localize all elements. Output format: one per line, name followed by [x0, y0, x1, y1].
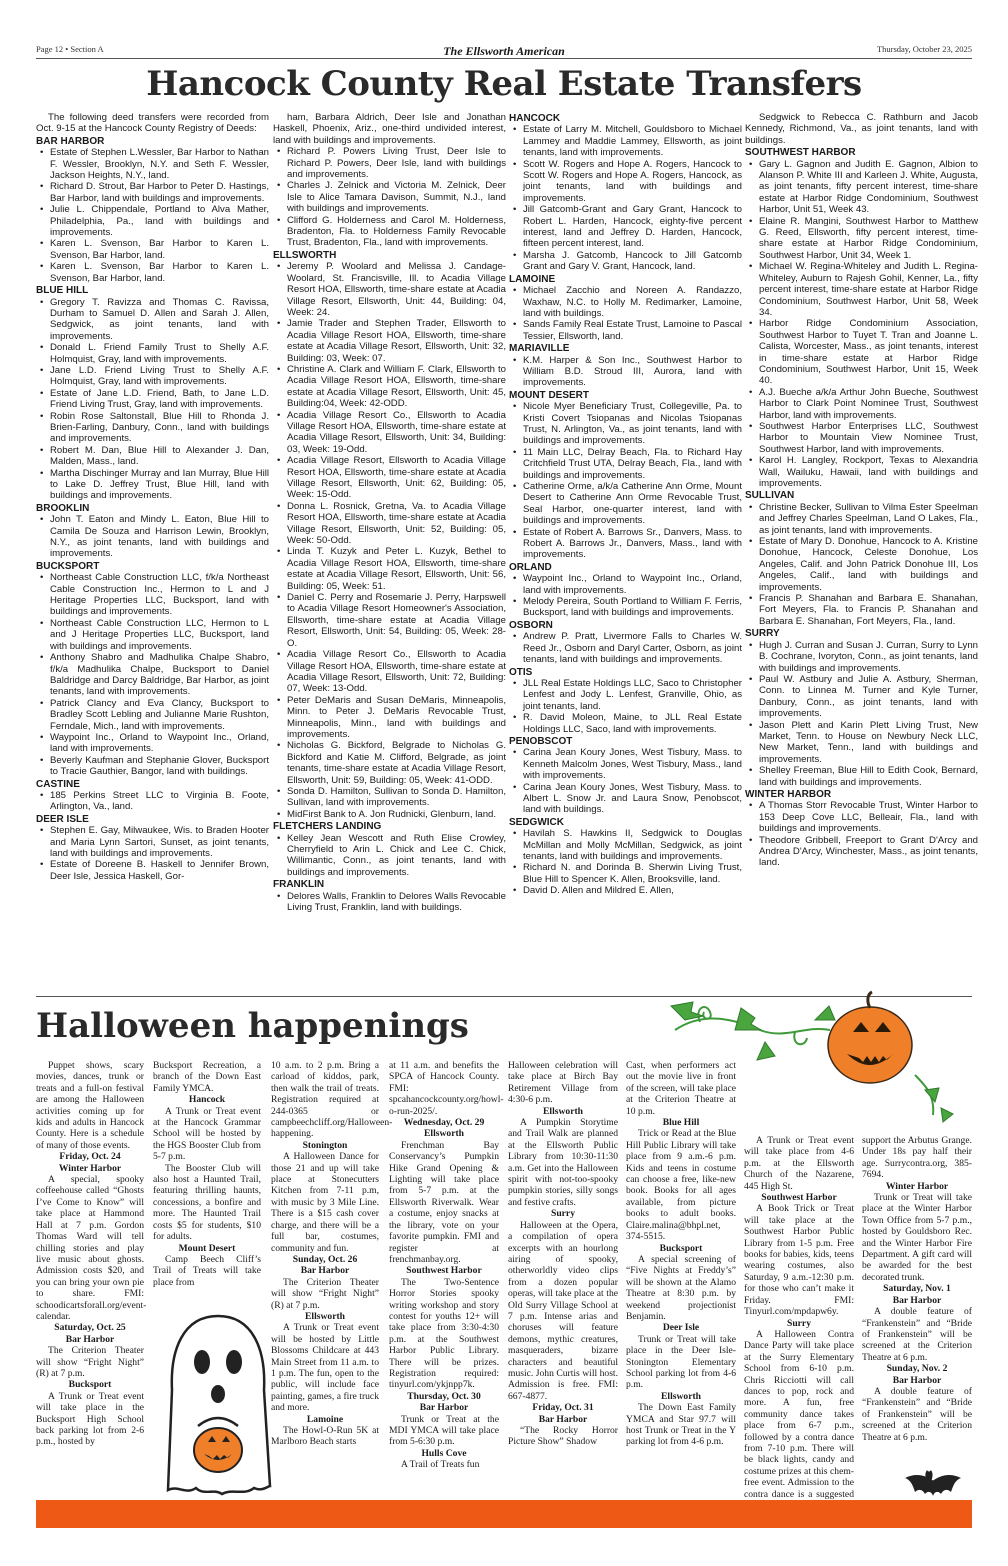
transfer-item: • Carina Jean Koury Jones, West Tisbury, Mass. to Kenneth Malcolm Jones, West Tisbury, Mass., land with improvements.: [509, 747, 742, 781]
transfer-list: [509, 573, 742, 619]
transfer-item: • MidFirst Bank to A. Jon Rudnicki, Glenburn, land.: [273, 809, 506, 820]
halloween-headline: Halloween happenings: [36, 1006, 469, 1046]
event-town: Winter Harbor: [58, 1162, 122, 1174]
event-text: Puppet shows, scary movies, dances, trunk or treats and a full-on festival are among the Halloween activities coming up for kids and adults in Hancock County. Here is a schedule of many of those events.: [36, 1060, 144, 1151]
event-text: A Trunk or Treat event will be hosted by Little Blossoms Childcare at 443 Main Street from 11 a.m. to 1 p.m. The fun, open to the public, will include face painting, games, a fire truck and more.: [271, 1322, 379, 1414]
event-town: Bar Harbor: [538, 1413, 588, 1425]
town-heading: BAR HARBOR: [36, 135, 105, 147]
town-heading: MARIAVILLE: [509, 343, 570, 355]
transfer-list: [745, 640, 978, 788]
transfer-item: • Charles J. Zelnick and Victoria M. Zelnick, Deer Isle to Alice Tamara Davison, Summit, N.J., land with buildings and improvements.: [273, 180, 506, 214]
transfer-item: • Jane L.D. Friend Living Trust to Shelly A.F. Holmquist, Gray, land with improvements.: [36, 365, 269, 388]
transfer-item: • Northeast Cable Construction LLC, Hermon to L and J Heritage Properties LLC, Bucksport, land with buildings and improvements.: [36, 618, 269, 652]
masthead: The Ellsworth American: [443, 44, 565, 58]
transfer-item: • Sonda D. Hamilton, Sullivan to Sonda D. Hamilton, Sullivan, land with improvements.: [273, 786, 506, 809]
event-town: Bar Harbor: [892, 1374, 942, 1386]
town-heading: BLUE HILL: [36, 285, 89, 297]
town-heading: SURRY: [745, 628, 780, 640]
transfer-list: [745, 502, 978, 627]
transfer-item: • Karen L. Svenson, Bar Harbor to Karen L. Svenson, Bar Harbor, land.: [36, 238, 269, 261]
transfer-list: [745, 159, 978, 490]
event-town: Ellsworth: [424, 1128, 464, 1140]
event-date: Saturday, Nov. 1: [883, 1283, 951, 1295]
event-column: [389, 1060, 504, 1500]
transfer-item: • Nicholas G. Bickford, Belgrade to Nicholas G. Bickford and Katie M. Clifford, Belgrade, as joint tenants, time-share estate at Acadia Village Resort, Ellsworth, Unit: 59, Building: 05, Week: 41-ODD.: [273, 740, 506, 786]
transfer-item: • Northeast Cable Construction LLC, f/k/a Northeast Cable Construction Inc., Hermon to L and J Heritage Properties LLC, Bucksport, land with buildings and improvements.: [36, 572, 269, 618]
transfer-item: • Waypoint Inc., Orland to Waypoint Inc., Orland, land with improvements.: [36, 732, 269, 755]
pumpkin-icon: [828, 992, 912, 1083]
transfer-item: • Shelley Freeman, Blue Hill to Edith Cook, Bernard, land with buildings and improvements.: [745, 765, 978, 788]
event-column: [744, 1135, 854, 1500]
event-text: support the Arbutus Grange. Under 18s pay half their age. Surrycontra.org, 385-7694.: [862, 1135, 972, 1181]
transfer-item: • Andrew P. Pratt, Livermore Falls to Charles W. Reed Jr., Osborn and Daryl Carter, Osborn, as joint tenants, land with buildings and improvements.: [509, 631, 742, 665]
transfer-item: • Nicole Myer Beneficiary Trust, Collegeville, Pa. to Kristi Covert Tsiopanas and Nicolas Tsiopanas Trust, N. Arlington, Va., as joint tenants, land with buildings and improvements.: [509, 401, 742, 447]
transfer-item: • Waypoint Inc., Orland to Waypoint Inc., Orland, land with improvements.: [509, 573, 742, 596]
transfer-item: • Theodore Gribbell, Freeport to Grant D'Arcy and Andrea D'Arcy, Winchester, Mass., as joint tenants, land.: [745, 835, 978, 869]
transfer-item: • Peter DeMaris and Susan DeMaris, Minneapolis, Minn. to Peter J. DeMaris Revocable Trust, Minneapolis, Minn., land with buildings and improvements.: [273, 695, 506, 741]
event-column: [36, 1060, 147, 1500]
event-town: Ellsworth: [661, 1390, 701, 1402]
event-town: Bar Harbor: [300, 1265, 350, 1277]
event-town: Ellsworth: [543, 1105, 583, 1117]
town-heading: SEDGWICK: [509, 816, 564, 828]
transfer-item: • Karen L. Svenson, Bar Harbor to Karen L. Svenson, Bar Harbor, land.: [36, 261, 269, 284]
transfer-item: • Richard N. and Dorinda B. Sherwin Living Trust, Blue Hill to Spencer K. Allen, Brooksville, land.: [509, 862, 742, 885]
town-heading: WINTER HARBOR: [745, 788, 832, 800]
event-text: A special screening of “Five Nights at Freddy’s” will be shown at the Alamo Theatre at 8:30 p.m. by weekend projectionist Benjamin.: [626, 1253, 736, 1322]
transfer-item: • Marsha J. Gatcomb, Hancock to Jill Gatcomb Grant and Gary V. Grant, Hancock, land.: [509, 250, 742, 273]
transfer-item: • Stephen E. Gay, Milwaukee, Wis. to Braden Hooter and Maria Lynn Sartori, Sunset, as joint tenants, land with buildings and improvements.: [36, 825, 269, 859]
event-column: [271, 1060, 393, 1500]
transfer-list: [509, 678, 742, 735]
transfer-item: • Jeremy P. Woolard and Melissa J. Candage-Woolard, St. Francisville, Ill. to Acadia Village Resort HOA, Ellsworth, time-share estate at Acadia Village Resort, Ellsworth, Unit: 44, Building: 04, Week: 24.: [273, 261, 506, 318]
transfer-item: • Robin Rose Saltonstall, Blue Hill to Rhonda J. Brien-Farling, Danbury, Conn., land with buildings and improvements.: [36, 411, 269, 445]
transfer-item: • Donald L. Friend Family Trust to Shelly A.F. Holmquist, Gray, land with improvements.: [36, 342, 269, 365]
transfer-item: • Donna L. Rosnick, Gretna, Va. to Acadia Village Resort HOA, Ellsworth, time-share estate at Acadia Village Resort, Ellsworth, Unit: 52, Building: 05, Week: 50-Odd.: [273, 501, 506, 547]
transfer-item: • Gregory T. Ravizza and Thomas C. Ravissa, Durham to Samuel D. Allen and Sarah J. Allen, Sedgwick, as joint tenants, land with improvements.: [36, 297, 269, 343]
transfer-item: • Acadia Village Resort Co., Ellsworth to Acadia Village Resort HOA, Ellsworth, time-share estate at Acadia Village Resort, Ellsworth, Unit: 72, Building: 07, Week: 13-Odd.: [273, 649, 506, 695]
event-text: A Trunk or Treat event will take place from 4-6 p.m. at the Ellsworth Church of the Nazarene, 445 High St.: [744, 1135, 854, 1192]
transfer-item: • Richard D. Strout, Bar Harbor to Peter D. Hastings, Bar Harbor, land with buildings and improvements.: [36, 181, 269, 204]
transfer-list: [745, 800, 978, 868]
transfer-list: [509, 124, 742, 272]
event-text: Trunk or Treat will take place in the Deer Isle-Stonington Elementary School parking lot from 4-6 p.m.: [626, 1333, 736, 1391]
transfer-item: • Christine Becker, Sullivan to Vilma Ester Speelman and Jeffrey Charles Speelman, Land O Lakes, Fla., as joint tenants, land with improvements.: [745, 502, 978, 536]
event-text: A double feature of “Frankenstein” and “Bride of Frankenstein” will be screened at the Criterion Theatre at 6 p.m.: [862, 1385, 972, 1443]
event-town: Winter Harbor: [885, 1180, 949, 1192]
transfer-item: • Daniel C. Perry and Rosemarie J. Perry, Harpswell to Acadia Village Resort Homeowner's Association, Ellsworth, time-share estate at Acadia Village Resort, Ellsworth, Unit: 54, Building: 05, Week: 28-O.: [273, 592, 506, 649]
event-town: Deer Isle: [662, 1322, 700, 1334]
transfer-list: [509, 355, 742, 389]
transfer-item: • Melody Pereira, South Portland to William F. Ferris, Bucksport, land with buildings and improvements.: [509, 596, 742, 619]
transfer-list: [36, 572, 269, 777]
transfer-item: • A Thomas Storr Revocable Trust, Winter Harbor to 153 Deep Cove LLC, Belleair, Fla., land with buildings and improvements.: [745, 800, 978, 834]
transfers-column: [509, 112, 742, 897]
transfer-list: [273, 833, 506, 879]
transfer-list: [509, 631, 742, 665]
vine-pumpkin-illustration: [665, 990, 965, 1125]
event-text: 10 a.m. to 2 p.m. Bring a carload of kiddos, park, then walk the trail of treats. Registration required at 244-0365 or campbeechcliff.org/Halloween-happening.: [271, 1060, 393, 1140]
town-heading: SULLIVAN: [745, 490, 795, 502]
event-text: Trunk or Treat at the MDI YMCA will take place from 5-6:30 p.m.: [389, 1413, 499, 1448]
transfer-item: • Linda T. Kuzyk and Peter L. Kuzyk, Bethel to Acadia Village Resort HOA, Ellsworth, time-share estate at Acadia Village Resort, Ellsworth, Unit: 56, Building: 05, Week: 51.: [273, 546, 506, 592]
event-town: Hulls Cove: [421, 1447, 467, 1459]
event-text: The Booster Club will also host a Haunted Trail, featuring thrilling haunts, concessions, a bonfire and more. The Haunted Trail costs $5 for students, $10 for adults.: [153, 1162, 261, 1243]
town-heading: OSBORN: [509, 619, 553, 631]
transfer-item: • Karol H. Langley, Rockport, Texas to Alexandria Wall, Wailuku, Hawaii, land with buildings and improvements.: [745, 455, 978, 489]
event-text: A Halloween Contra Dance Party will take place at the Surry Elementary School from 6-10 p.m. Chris Ricciotti will call dances to pop, rock and more. A fun, free community dance takes place from 6-7 p.m., followed by a contra dance from 7-10 p.m. There will be black lights, candy and costume prizes at this chem-free event. Admission to the contra dance is a suggested: [744, 1328, 854, 1500]
town-heading: PENOBSCOT: [509, 735, 573, 747]
event-text: A Trunk or Treat event will take place in the Bucksport High School back parking lot from 2-6 p.m., hosted by: [36, 1390, 144, 1448]
transfer-item: • Jamie Trader and Stephen Trader, Ellsworth to Acadia Village Resort HOA, Ellsworth, time-share estate at Acadia Village Resort, Ellsworth, Unit: 32, Building: 03, Week: 07.: [273, 318, 506, 364]
page-info: Page 12 • Section A: [36, 44, 104, 54]
transfer-item: • Scott W. Rogers and Hope A. Rogers, Hancock to Scott W. Rogers and Hope A. Rogers, Hancock, as joint tenants, land with buildings and improvements.: [509, 159, 742, 205]
event-town: Blue Hill: [662, 1117, 700, 1129]
town-heading: LAMOINE: [509, 273, 556, 285]
transfer-item: • K.M. Harper & Son Inc., Southwest Harbor to William B.D. Stroud III, Aurora, land with improvements.: [509, 355, 742, 389]
event-town: Surry: [551, 1208, 575, 1220]
transfer-item: • Sands Family Real Estate Trust, Lamoine to Pascal Tessier, Ellsworth, land.: [509, 319, 742, 342]
transfer-list: [509, 828, 742, 896]
transfer-list: [273, 146, 506, 249]
transfer-item: • David D. Allen and Mildred E. Allen,: [509, 885, 742, 896]
event-column: [862, 1135, 972, 1490]
transfer-item: • Havilah S. Hawkins II, Sedgwick to Douglas McMillan and Molly McMillan, Sedgwick, as joint tenants, land with buildings and improvements.: [509, 828, 742, 862]
transfer-list: [36, 147, 269, 284]
town-heading: ORLAND: [509, 561, 552, 573]
transfer-item: • Michael Zacchio and Noreen A. Randazzo, Waxhaw, N.C. to Holly M. Redimarker, Lamoine, land with buildings.: [509, 285, 742, 319]
transfer-item: • Acadia Village Resort Co., Ellsworth to Acadia Village Resort HOA, Ellsworth, time-share estate at Acadia Village Resort, Ellsworth, Unit: 34, Building: 03, Week: 19-Odd.: [273, 410, 506, 456]
leaf-icon: [671, 1002, 953, 1122]
event-town: Bar Harbor: [892, 1294, 942, 1306]
event-text: Trick or Read at the Blue Hill Public Library will take place from 9 a.m.-6 p.m. Kids and teens in costume can choose a free, like-new book. Books for all ages available, from picture books to adult books. Claire.malina@bhpl.net, 374-5515.: [626, 1128, 736, 1243]
transfer-list: [36, 297, 269, 502]
event-column: [153, 1060, 261, 1288]
event-town: Bucksport: [659, 1242, 703, 1254]
town-heading: BROOKLIN: [36, 502, 90, 514]
event-text: The Criterion Theater will show “Fright Night” (R) at 7 p.m.: [271, 1276, 379, 1311]
transfer-item: • Jason Plett and Karin Plett Living Trust, New Market, Tenn. to House on Newbury Neck LLC, New Market, Tenn., land with buildings and improvements.: [745, 720, 978, 766]
transfer-list: [36, 790, 269, 813]
footer-orange-bar: [36, 1500, 972, 1528]
transfer-list: [509, 401, 742, 561]
transfer-item: • Paul W. Astbury and Julie A. Astbury, Sherman, Conn. to Linnea M. Turner and Kyle Turner, Danbury, Conn., as joint tenants, land with improvements.: [745, 674, 978, 720]
event-text: A special, spooky coffeehouse called “Ghosts I’ve Come to Know” will take place at Hammond Hall at 7 p.m. Gordon Thomas Ward will tell chilling stories and play live music about ghosts. Admission costs $20, and you can bring your own pie to share. FMI: schoodicartsforall.org/event-calendar.: [36, 1174, 147, 1322]
event-town: Southwest Harbor: [406, 1265, 482, 1277]
town-heading: HANCOCK: [509, 113, 561, 124]
event-text: Camp Beech Cliff’s Trail of Treats will take place from: [153, 1253, 261, 1288]
event-date: Friday, Oct. 31: [532, 1402, 594, 1414]
event-date: Thursday, Oct. 30: [407, 1390, 481, 1402]
ghost-illustration: [158, 1310, 278, 1500]
transfer-list: [509, 285, 742, 342]
transfer-list: [36, 825, 269, 882]
transfer-item: • Catherine Orme, a/k/a Catherine Ann Orme, Mount Desert to Catherine Ann Orme Revocable Trust, Seal Harbor, one-quarter interest, land with buildings and improvements.: [509, 481, 742, 527]
transfer-item: • Anthony Shabro and Madhulika Chalpe Shabro, f/k/a Madhulika Chalpe, Bucksport to Daniel Baldridge and Darcy Baldridge, Bar Harbor, as joint tenants, land with improvements.: [36, 652, 269, 698]
transfer-item: • Carina Jean Koury Jones, West Tisbury, Mass. to Albert L. Snow Jr. and Laura Snow, Penobscot, land with buildings.: [509, 782, 742, 816]
transfers-intro: ham, Barbara Aldrich, Deer Isle and Jonathan Haskell, Phoenix, Ariz., one-third undivided interest, land with buildings and improvements.: [273, 112, 506, 146]
header-rule: [36, 58, 972, 59]
event-town: Stonington: [302, 1139, 348, 1151]
transfer-list: [36, 514, 269, 560]
transfer-item: • Julie L. Chippendale, Portland to Alva Mather, Philadelphia, Pa., land with buildings and improvements.: [36, 204, 269, 238]
town-heading: MOUNT DESERT: [509, 389, 589, 401]
transfers-intro: The following deed transfers were recorded from Oct. 9-15 at the Hancock County Registry of Deeds:: [36, 112, 269, 135]
transfer-item: • 11 Main LLC, Delray Beach, Fla. to Richard Hay Critchfield Trust UTA, Delray Beach, Fla., land with buildings and improvements.: [509, 447, 742, 481]
transfer-item: • Gary L. Gagnon and Judith E. Gagnon, Albion to Alanson P. White III and Karleen J. White, Augusta, as joint tenants, fifty percent interest, time-share estate at Harbor Ridge Condominium, Southwest Harbor, Unit 51, Week 43.: [745, 159, 978, 216]
transfer-list: [509, 747, 742, 815]
event-text: Frenchman Bay Conservancy’s Pumpkin Hike Grand Opening & Lighting will take place from 5-7 p.m. at the Ellsworth Riverwalk. Wear a costume, enjoy snacks at the library, vote on your favorite pumpkin. FMI and register at frenchmanbay.org.: [389, 1139, 499, 1265]
transfer-item: • Southwest Harbor Enterprises LLC, Southwest Harbor to Mountain View Nominee Trust, Southwest Harbor, land with improvements.: [745, 421, 978, 455]
transfer-item: • A.J. Bueche a/k/a Arthur John Bueche, Southwest Harbor to Clark Point Nominee Trust, Southwest Harbor, land with improvements.: [745, 387, 978, 421]
transfer-item: • Patrick Clancy and Eva Clancy, Bucksport to Bradley Scott Lebling and Julianne Marie Rushton, Ferndale, Mich., land with improvements.: [36, 698, 269, 732]
transfer-item: • Acadia Village Resort, Ellsworth to Acadia Village Resort HOA, Ellsworth, time-share estate at Acadia Village Resort, Ellsworth, Unit: 62, Building: 05, Week: 15-Odd.: [273, 455, 506, 501]
transfer-item: • R. David Moleon, Maine, to JLL Real Estate Holdings LLC, Saco, land with improvements.: [509, 712, 742, 735]
transfer-item: • Delores Walls, Franklin to Delores Walls Revocable Living Trust, Franklin, land with buildings.: [273, 891, 506, 914]
event-text: The Howl-O-Run 5K at Marlboro Beach starts: [271, 1425, 379, 1448]
event-text: Halloween celebration will take place at Birch Bay Retirement Village from 4:30-6 p.m.: [508, 1060, 618, 1106]
transfer-item: • Robert M. Dan, Blue Hill to Alexander J. Dan, Malden, Mass., land.: [36, 445, 269, 468]
event-town: Ellsworth: [305, 1310, 345, 1322]
transfer-item: • Beverly Kaufman and Stephanie Glover, Bucksport to Tracie Gauthier, Bangor, land with buildings.: [36, 755, 269, 778]
event-text: A Trail of Treats fun: [401, 1459, 480, 1471]
transfer-item: • Estate of Doreene B. Haskell to Jennifer Brown, Deer Isle, Jessica Haskell, Gor-: [36, 859, 269, 882]
bat-icon: [892, 1468, 962, 1508]
transfers-headline: Hancock County Real Estate Transfers: [146, 64, 862, 104]
town-heading: CASTINE: [36, 778, 80, 790]
event-text: A Pumpkin Storytime and Trail Walk are planned at the Ellsworth Public Library from 10:30-11:30 a.m. Get into the Halloween spirit with not-too-spooky pumpkin stories, silly songs and festive crafts.: [508, 1117, 618, 1208]
event-date: Friday, Oct. 24: [59, 1151, 121, 1163]
transfer-item: • Elaine R. Mangini, Southwest Harbor to Matthew G. Reed, Ellsworth, fifty percent interest, time-share estate at Harbor Ridge Condominium, Southwest Harbor, Unit 34, Week 1.: [745, 216, 978, 262]
event-text: The Down East Family YMCA and Star 97.7 will host Trunk or Treat in the Y parking lot from 4-6 p.m.: [626, 1402, 736, 1448]
event-town: Lamoine: [306, 1413, 344, 1425]
event-text: Trunk or Treat will take place at the Winter Harbor Town Office from 5-7 p.m., hosted by Gouldsboro Rec. and the Winter Harbor Fire Department. A gift card will be awarded for the best decorated trunk.: [862, 1192, 972, 1283]
transfer-item: • Estate of Mary D. Donohue, Hancock to A. Kristine Donohue, Hancock, Celeste Donohue, Los Angeles, Calif. and John Patrick Donohue III, Los Angeles, Calif., land with buildings and improvements.: [745, 536, 978, 593]
transfer-item: • Christine A. Clark and William F. Clark, Ellsworth to Acadia Village Resort HOA, Ellsworth, time-share estate at Acadia Village Resort, Ellsworth, Unit: 45, Building:04, Week: 42-ODD.: [273, 364, 506, 410]
event-town: Hancock: [188, 1094, 226, 1106]
transfer-item: • Hugh J. Curran and Susan J. Curran, Surry to Lynn B. Cochrane, Ivoryton, Conn., as joint tenants, land with buildings and improvements.: [745, 640, 978, 674]
transfer-item: • Estate of Larry M. Mitchell, Gouldsboro to Michael Lammey and Maddie Lammey, Ellsworth, as joint tenants, land with improvements.: [509, 124, 742, 158]
event-date: Sunday, Nov. 2: [886, 1363, 948, 1375]
event-town: Bar Harbor: [419, 1402, 469, 1414]
transfer-item: • Estate of Jane L.D. Friend, Bath, to Jane L.D. Friend Living Trust, Gray, land with improvements.: [36, 388, 269, 411]
transfer-item: • Clifford G. Holderness and Carol M. Holderness, Bradenton, Fla. to Holderness Family Revocable Trust, Bradenton, Fla., land with improvements.: [273, 215, 506, 249]
transfer-list: [273, 261, 506, 820]
event-date: Wednesday, Oct. 29: [403, 1117, 485, 1129]
transfer-item: • Jill Gatcomb-Grant and Gary Grant, Hancock to Robert L. Harden, Hancock, eighty-five percent interest, land and Jeffrey D. Harden, Hancock, fifteen percent interest, land.: [509, 204, 742, 250]
transfers-intro: Sedgwick to Rebecca C. Rathburn and Jacob Kennedy, Richmond, Va., as joint tenants, land with buildings.: [745, 112, 978, 146]
transfer-item: • Kelley Jean Wescott and Ruth Elise Crowley, Cherryfield to Arin L. Chick and Lee C. Chick, Willimantic, Conn., as joint tenants, land with buildings and improvements.: [273, 833, 506, 879]
event-text: Cast, when performers act out the movie live in front of the screen, will take place at the Criterion Theatre at 10 p.m.: [626, 1060, 736, 1117]
event-town: Surry: [787, 1317, 811, 1329]
transfer-item: • JLL Real Estate Holdings LLC, Saco to Christopher Lenfest and Jody L. Lenfest, Granville, Ohio, as joint tenants, land.: [509, 678, 742, 712]
transfer-item: • John T. Eaton and Mindy L. Eaton, Blue Hill to Camila De Souza and Harrison Lewin, Brooklyn, N.Y., as joint tenants, land with buildings and improvements.: [36, 514, 269, 560]
event-text: The Two-Sentence Horror Stories spooky writing workshop and story contest for youths 12+ will take place from 3:30-4:30 p.m. at the Southwest Harbor Public Library. There will be prizes. Registration required: tinyurl.com/ykjnpp7k.: [389, 1276, 499, 1391]
transfer-item: • Martha Dischinger Murray and Ian Murray, Blue Hill to Lake D. Jeffrey Trust, Blue Hill, land with buildings and improvements.: [36, 468, 269, 502]
event-town: Mount Desert: [178, 1242, 236, 1254]
event-column: [626, 1060, 736, 1500]
issue-date: Thursday, October 23, 2025: [876, 44, 972, 54]
transfer-item: • Francis P. Shanahan and Barbara E. Shanahan, Fort Meyers, Fla. to Francis P. Shanahan and Barbara E. Shanahan, Fort Meyers, Fla., land.: [745, 593, 978, 627]
event-date: Sunday, Oct. 26: [292, 1253, 358, 1265]
event-date: Saturday, Oct. 25: [54, 1322, 126, 1334]
event-town: Bucksport: [68, 1379, 112, 1391]
transfer-list: [273, 891, 506, 914]
transfer-item: • Michael W. Regina-Whiteley and Judith L. Regina-Whiteley, Auburn to Rajesh Gohil, Kenner, La., fifty percent interest, time-share estate at Harbor Ridge Condominium, Southwest Harbor, Unit 58, Week 34.: [745, 261, 978, 318]
town-heading: ELLSWORTH: [273, 249, 337, 261]
event-text: Halloween at the Opera, a compilation of opera excerpts with an hourlong airing of spooky, otherworldly video clips from a dozen popular operas, will take place at the Old Surry Village School at 7 p.m. Intense arias and choruses will feature demons, mythic creatures, masqueraders, bizarre characters and beautiful music. John Curtis will host. Admission is free. FMI: 667-4877.: [508, 1219, 618, 1402]
event-column: [508, 1060, 618, 1500]
transfer-item: • Estate of Stephen L.Wessler, Bar Harbor to Nathan F. Wessler, Brooklyn, N.Y. and Seth F. Wessler, Jackson Heights, N.Y., land.: [36, 147, 269, 181]
transfers-column: [745, 112, 978, 869]
event-town: Southwest Harbor: [761, 1192, 837, 1204]
town-heading: OTIS: [509, 666, 533, 678]
town-heading: BUCKSPORT: [36, 560, 100, 572]
event-text: The Criterion Theater will show “Fright Night” (R) at 7 p.m.: [36, 1345, 144, 1379]
transfers-column: [273, 112, 506, 914]
transfer-item: • Harbor Ridge Condominium Association, Southwest Harbor to Tuyet T. Tran and Joanne L. Calista, Worcester, Mass., as joint tenants, interest in time-share estate at Harbor Ridge Condominium, Southwest Harbor, Unit 15, Week 40.: [745, 318, 978, 386]
transfers-column: [36, 112, 269, 882]
town-heading: DEER ISLE: [36, 813, 89, 825]
event-text: A Trunk or Treat event at the Hancock Grammar School will be hosted by the HGS Booster Club from 5-7 p.m.: [153, 1105, 261, 1163]
event-text: “The Rocky Horror Picture Show” Shadow: [508, 1425, 618, 1448]
transfer-item: • 185 Perkins Street LLC to Virginia B. Foote, Arlington, Va., land.: [36, 790, 269, 813]
event-text: at 11 a.m. and benefits the SPCA of Hancock County. FMI: spcahancockcounty.org/howl-o-run-2025/.: [389, 1060, 504, 1117]
town-heading: FLETCHERS LANDING: [273, 821, 382, 833]
town-heading: SOUTHWEST HARBOR: [745, 147, 856, 159]
event-text: A double feature of “Frankenstein” and “Bride of Frankenstein” will be screened at the Criterion Theatre at 6 p.m.: [862, 1306, 972, 1363]
transfer-item: • Richard P. Powers Living Trust, Deer Isle to Richard P. Powers, Deer Isle, land with buildings and improvements.: [273, 146, 506, 180]
transfer-item: • Estate of Robert A. Barrows Sr., Danvers, Mass. to Robert A. Barrows Jr., Danvers, Mass., land with improvements.: [509, 527, 742, 561]
event-text: A Book Trick or Treat will take place at the Southwest Harbor Public Library from 1-5 p.m. Free books for babies, kids, teens wearing costumes, also Saturday, 9 a.m.-12:30 p.m. for those who can’t make it Friday. FMI: Tinyurl.com/mpdapw6y.: [744, 1203, 854, 1318]
town-heading: FRANKLIN: [273, 879, 325, 891]
event-text: Bucksport Recreation, a branch of the Down East Family YMCA.: [153, 1060, 261, 1094]
event-town: Bar Harbor: [65, 1333, 115, 1345]
event-text: A Halloween Dance for those 21 and up will take place at Stonecutters Kitchen from 7-11 p.m, with music by 3 Mile Line. There is a $15 cash cover charge, and there will be a full bar, costumes, community and fun.: [271, 1151, 379, 1254]
